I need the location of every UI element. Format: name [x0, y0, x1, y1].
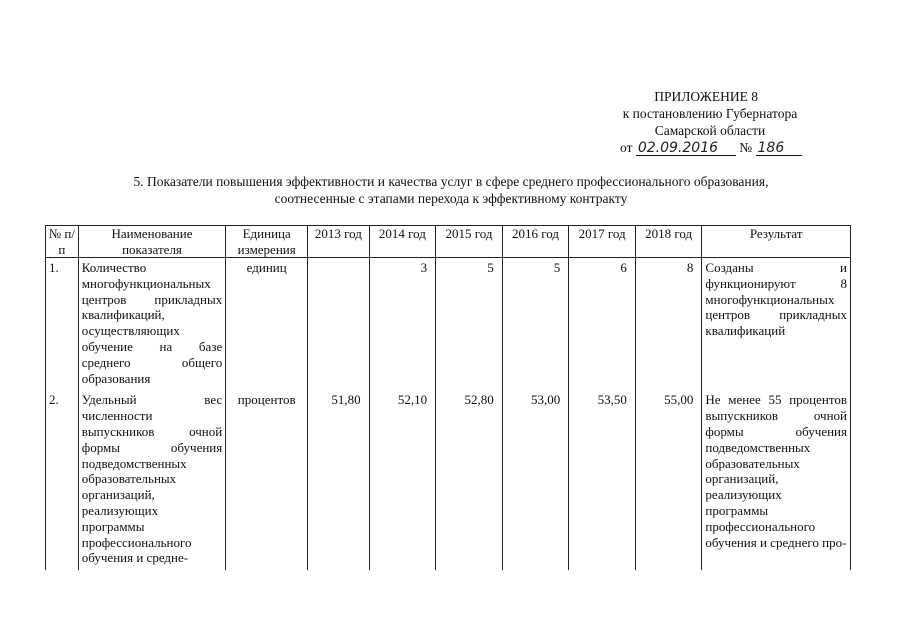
indicators-table	[45, 225, 851, 570]
annex-line-1: к постановлению Губернатора	[622, 106, 798, 121]
cell-2013: 51,80	[308, 390, 369, 570]
cell-2017: 53,50	[569, 390, 636, 570]
header-2018: 2018 год	[635, 226, 702, 258]
annex-heading: ПРИЛОЖЕНИЕ 8	[654, 89, 758, 104]
handwritten-date: 02.09.2016	[636, 141, 736, 156]
handwritten-number: 186	[756, 141, 802, 156]
header-2014: 2014 год	[369, 226, 436, 258]
header-unit: Единица измерения	[226, 226, 308, 258]
cell-num: 1.	[46, 258, 79, 391]
header-2017: 2017 год	[569, 226, 636, 258]
section-title-line-1: 5. Показатели повышения эффективности и качества услуг в сфере среднего профессионального образования,	[133, 174, 769, 189]
cell-2013	[308, 258, 369, 391]
cell-2014: 52,10	[369, 390, 436, 570]
header-result: Результат	[702, 226, 851, 258]
header-2013: 2013 год	[308, 226, 369, 258]
cell-name: Количество многофункциональных центров прикладных квалификаций, осуществляющих обучение на базе среднего общего образования	[78, 258, 225, 391]
section-title-line-2: соотнесенные с этапами перехода к эффективному контракту	[274, 191, 628, 206]
table-header-row	[46, 226, 851, 258]
annex-line-2: Самарской области	[654, 123, 766, 138]
cell-2016: 53,00	[502, 390, 569, 570]
cell-result: Не менее 55 процентов выпускников очной формы обучения подведомственных образовательных организаций, реализующих программы профессионального обучения и среднего про-	[702, 390, 851, 570]
header-2015: 2015 год	[436, 226, 503, 258]
cell-2018: 8	[635, 258, 702, 391]
section-title	[30, 173, 872, 207]
header-name: Наименование показателя	[78, 226, 225, 258]
cell-2016: 5	[502, 258, 569, 391]
header-num: № п/п	[46, 226, 79, 258]
cell-2018: 55,00	[635, 390, 702, 570]
cell-2015: 5	[436, 258, 503, 391]
cell-name: Удельный вес численности выпускников очной формы обучения подведомственных образовательных организаций, реализующих программы профессионального обучения и средне-	[78, 390, 225, 570]
number-prefix: №	[739, 140, 753, 155]
table-row	[46, 258, 851, 391]
cell-2015: 52,80	[436, 390, 503, 570]
cell-num: 2.	[46, 390, 79, 570]
cell-unit: процентов	[226, 390, 308, 570]
date-prefix: от	[620, 140, 633, 155]
cell-unit: единиц	[226, 258, 308, 391]
table-row	[46, 390, 851, 570]
cell-result: Созданы и функционируют 8 многофункциональных центров прикладных квалификаций	[702, 258, 851, 391]
header-2016: 2016 год	[502, 226, 569, 258]
cell-2014: 3	[369, 258, 436, 391]
cell-2017: 6	[569, 258, 636, 391]
annex-date-line	[600, 139, 820, 156]
annex-block	[600, 88, 820, 156]
